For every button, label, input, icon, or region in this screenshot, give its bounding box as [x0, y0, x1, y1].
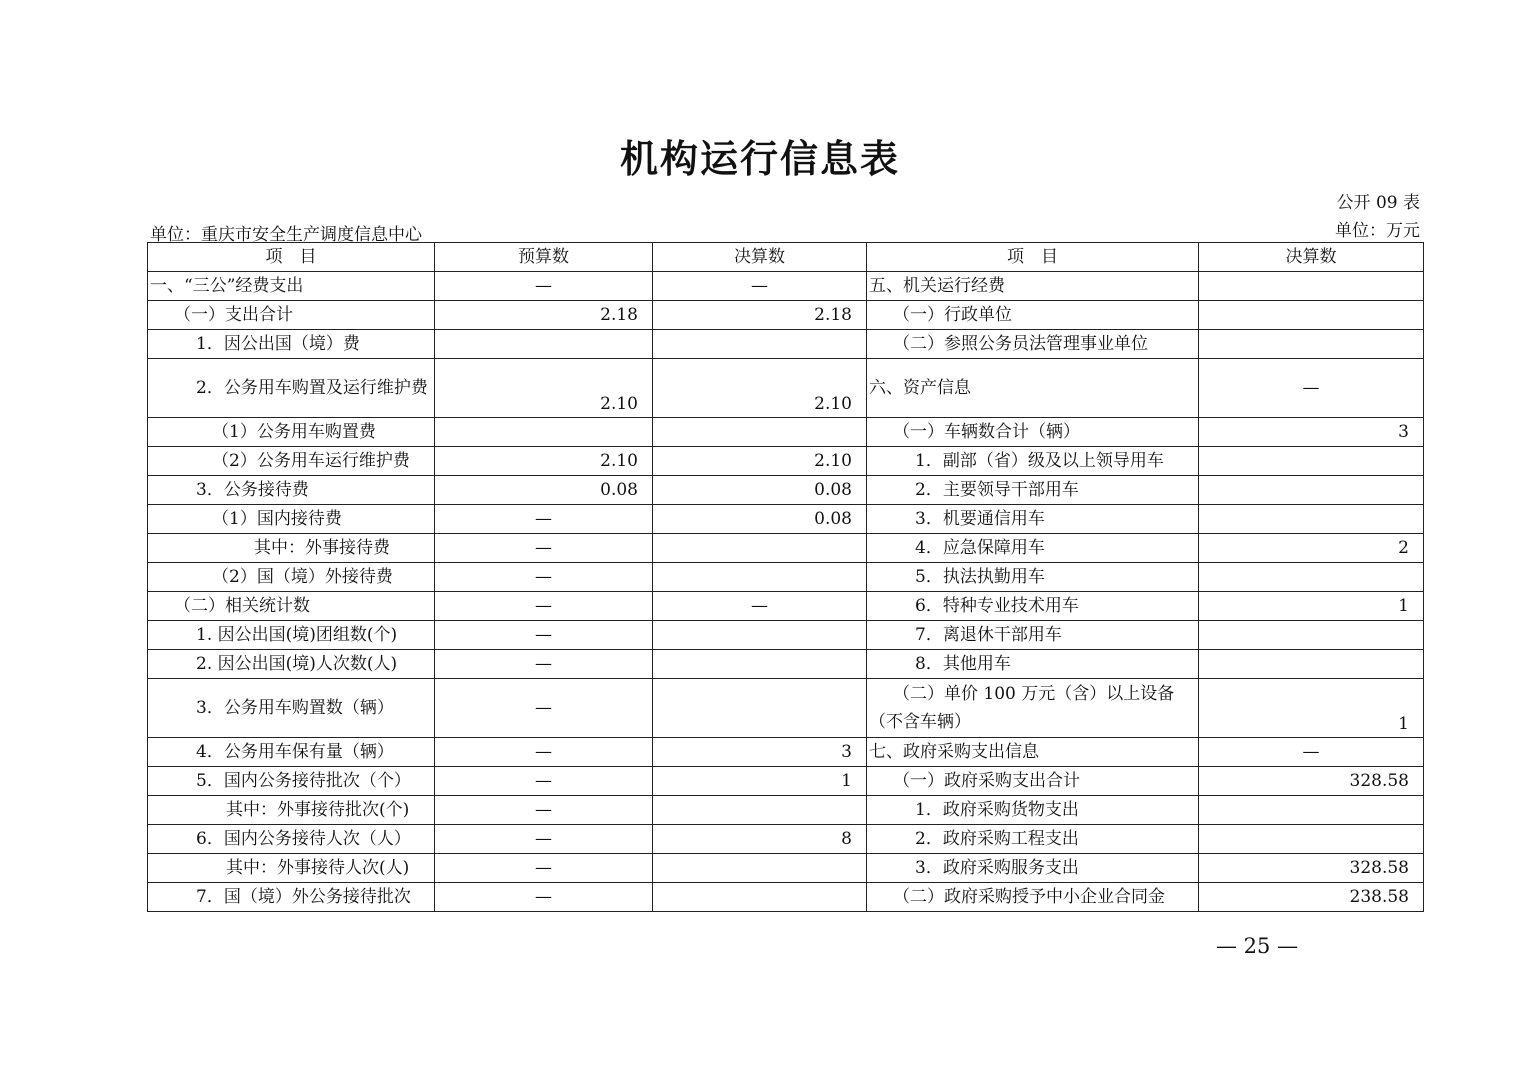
actual-value [653, 854, 867, 883]
right-item: 5．执法执勤用车 [867, 563, 1199, 592]
right-value [1199, 796, 1424, 825]
table-row [148, 563, 1424, 592]
budget-value: — [435, 825, 653, 854]
right-item: 7．离退休干部用车 [867, 621, 1199, 650]
actual-value [653, 796, 867, 825]
right-item: 3．政府采购服务支出 [867, 854, 1199, 883]
left-item: 3．公务用车购置数（辆） [148, 679, 435, 738]
table-row [148, 854, 1424, 883]
table-row [148, 272, 1424, 301]
budget-value [435, 330, 653, 359]
left-item: （2）公务用车运行维护费 [148, 447, 435, 476]
right-value [1199, 272, 1424, 301]
actual-value: 2.18 [653, 301, 867, 330]
right-item: 五、机关运行经费 [867, 272, 1199, 301]
right-value [1199, 505, 1424, 534]
right-item: （一）行政单位 [867, 301, 1199, 330]
left-item: 一、“三公”经费支出 [148, 272, 435, 301]
right-item: （二）单价 100 万元（含）以上设备（不含车辆） [867, 679, 1199, 738]
table-row [148, 738, 1424, 767]
table-row [148, 883, 1424, 912]
right-value: — [1199, 359, 1424, 418]
left-item: 5．国内公务接待批次（个） [148, 767, 435, 796]
right-item: （二）政府采购授予中小企业合同金 [867, 883, 1199, 912]
table-row [148, 330, 1424, 359]
table-row [148, 301, 1424, 330]
right-value [1199, 301, 1424, 330]
header-budget: 预算数 [435, 243, 653, 272]
actual-value: — [653, 272, 867, 301]
budget-value: 2.10 [435, 447, 653, 476]
right-item: 1．副部（省）级及以上领导用车 [867, 447, 1199, 476]
actual-value [653, 534, 867, 563]
header-actual-right: 决算数 [1199, 243, 1424, 272]
page-title: 机构运行信息表 [619, 136, 900, 181]
info-table [147, 242, 1424, 912]
budget-value: — [435, 796, 653, 825]
actual-value [653, 621, 867, 650]
org-unit-label: 单位：重庆市安全生产调度信息中心 [150, 225, 422, 245]
table-row [148, 447, 1424, 476]
left-item: 其中：外事接待费 [148, 534, 435, 563]
left-item: 其中：外事接待人次(人) [148, 854, 435, 883]
budget-value: 0.08 [435, 476, 653, 505]
left-item: （一）支出合计 [148, 301, 435, 330]
header-item-left: 项 目 [148, 243, 435, 272]
actual-value: 0.08 [653, 476, 867, 505]
left-item: 其中：外事接待批次(个) [148, 796, 435, 825]
budget-value: — [435, 883, 653, 912]
left-item: 2．公务用车购置及运行维护费 [148, 359, 435, 418]
left-item: 4．公务用车保有量（辆） [148, 738, 435, 767]
actual-value: 1 [653, 767, 867, 796]
table-row [148, 679, 1424, 738]
actual-value [653, 883, 867, 912]
right-value [1199, 563, 1424, 592]
left-item: 2. 因公出国(境)人次数(人) [148, 650, 435, 679]
table-row [148, 592, 1424, 621]
actual-value: 8 [653, 825, 867, 854]
table-row [148, 825, 1424, 854]
right-item: 6．特种专业技术用车 [867, 592, 1199, 621]
right-item: 4．应急保障用车 [867, 534, 1199, 563]
right-value: 328.58 [1199, 854, 1424, 883]
table-row [148, 418, 1424, 447]
right-value: 1 [1199, 592, 1424, 621]
left-item: 1．因公出国（境）费 [148, 330, 435, 359]
right-value: 238.58 [1199, 883, 1424, 912]
header-item-right: 项 目 [867, 243, 1199, 272]
right-value: 2 [1199, 534, 1424, 563]
budget-value: — [435, 650, 653, 679]
right-value [1199, 447, 1424, 476]
actual-value [653, 650, 867, 679]
right-item: 2．主要领导干部用车 [867, 476, 1199, 505]
table-header-row [148, 243, 1424, 272]
budget-value: — [435, 592, 653, 621]
budget-value: — [435, 563, 653, 592]
right-item: 六、资产信息 [867, 359, 1199, 418]
budget-value: — [435, 854, 653, 883]
actual-value: 0.08 [653, 505, 867, 534]
actual-value: 2.10 [653, 359, 867, 418]
budget-value: — [435, 767, 653, 796]
left-item: 1. 因公出国(境)团组数(个) [148, 621, 435, 650]
left-item: （二）相关统计数 [148, 592, 435, 621]
right-value [1199, 650, 1424, 679]
table-row [148, 359, 1424, 418]
table-row [148, 505, 1424, 534]
budget-value: — [435, 272, 653, 301]
budget-value: — [435, 621, 653, 650]
right-value [1199, 330, 1424, 359]
actual-value [653, 563, 867, 592]
actual-value [653, 679, 867, 738]
right-item: 2．政府采购工程支出 [867, 825, 1199, 854]
form-number: 公开 09 表 [1336, 193, 1420, 213]
budget-value: 2.10 [435, 359, 653, 418]
table-row [148, 767, 1424, 796]
right-value [1199, 621, 1424, 650]
right-item: （一）政府采购支出合计 [867, 767, 1199, 796]
left-item: 6．国内公务接待人次（人） [148, 825, 435, 854]
left-item: 3．公务接待费 [148, 476, 435, 505]
budget-value [435, 418, 653, 447]
table-row [148, 650, 1424, 679]
budget-value: — [435, 505, 653, 534]
right-value: 328.58 [1199, 767, 1424, 796]
right-value [1199, 825, 1424, 854]
left-item: （1）公务用车购置费 [148, 418, 435, 447]
budget-value: 2.18 [435, 301, 653, 330]
right-value [1199, 476, 1424, 505]
currency-unit-label: 单位：万元 [1335, 221, 1420, 241]
actual-value: 2.10 [653, 447, 867, 476]
header-actual: 决算数 [653, 243, 867, 272]
table-row [148, 476, 1424, 505]
left-item: 7．国（境）外公务接待批次 [148, 883, 435, 912]
table-row [148, 621, 1424, 650]
actual-value [653, 330, 867, 359]
right-item: 1．政府采购货物支出 [867, 796, 1199, 825]
left-item: （1）国内接待费 [148, 505, 435, 534]
left-item: （2）国（境）外接待费 [148, 563, 435, 592]
page-number: — 25 — [1216, 934, 1299, 958]
right-item: （二）参照公务员法管理事业单位 [867, 330, 1199, 359]
table-row [148, 534, 1424, 563]
right-item: 七、政府采购支出信息 [867, 738, 1199, 767]
right-item: （一）车辆数合计（辆） [867, 418, 1199, 447]
right-value: — [1199, 738, 1424, 767]
budget-value: — [435, 738, 653, 767]
right-value: 3 [1199, 418, 1424, 447]
table-row [148, 796, 1424, 825]
budget-value: — [435, 534, 653, 563]
right-value: 1 [1199, 679, 1424, 738]
budget-value: — [435, 679, 653, 738]
actual-value [653, 418, 867, 447]
actual-value: 3 [653, 738, 867, 767]
right-item: 8．其他用车 [867, 650, 1199, 679]
actual-value: — [653, 592, 867, 621]
right-item: 3．机要通信用车 [867, 505, 1199, 534]
